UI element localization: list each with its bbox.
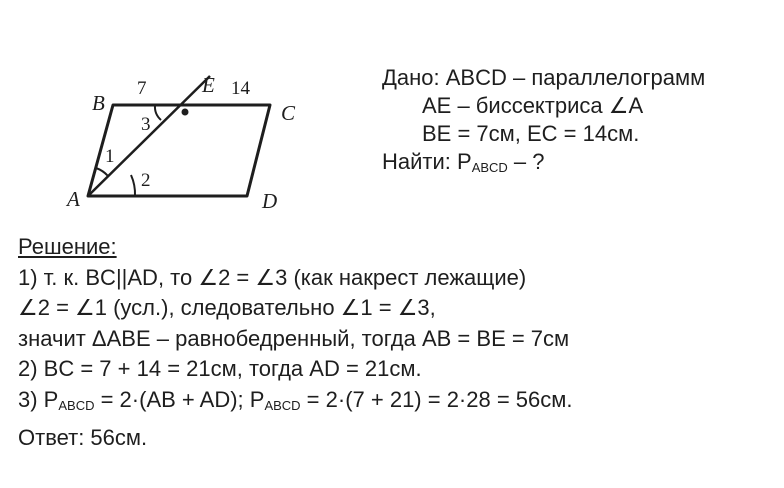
find-prefix: Найти: P (382, 149, 472, 174)
angle-label-1: 1 (105, 146, 115, 167)
step3-part-3: = 2·(7 + 21) = 2·28 = 56см. (300, 386, 573, 412)
angle-arc-inner (96, 168, 108, 176)
step3-part-1: 3) P (18, 386, 59, 412)
point-marker (182, 109, 189, 116)
answer-line: Ответ: 56см. (18, 425, 148, 450)
angle-label-3: 3 (141, 114, 151, 135)
parallelogram-shape (88, 105, 270, 196)
parallelogram-diagram (55, 62, 325, 227)
find-suffix: – ? (507, 149, 545, 174)
solution-step-1b: ∠2 = ∠1 (усл.), следовательно ∠1 = ∠3, (18, 295, 436, 320)
given-block (382, 64, 705, 176)
given-line-2: AE – биссектриса ∠A (422, 93, 644, 118)
segment-be-length: 7 (137, 78, 147, 99)
angle-arc-outer (131, 175, 135, 196)
solution-step-2: 2) BC = 7 + 14 = 21см, тогда AD = 21см. (18, 356, 422, 381)
segment-ec-length: 14 (231, 78, 250, 99)
solution-block (18, 232, 573, 454)
vertex-label-b: B (92, 91, 105, 115)
step3-subscript-1: ABCD (58, 397, 95, 413)
parallelogram-figure (55, 62, 325, 227)
given-line-1: Дано: ABCD – параллелограмм (382, 65, 706, 90)
solution-step-3 (18, 385, 573, 416)
find-subscript: ABCD (471, 160, 508, 175)
find-line (382, 148, 705, 176)
vertex-label-d: D (262, 189, 278, 213)
solution-step-1c: значит ΔABE – равнобедренный, тогда AB = BE = 7см (18, 325, 570, 351)
angle-arc-e (155, 105, 161, 120)
step3-part-2: = 2·(AB + AD); P (94, 386, 265, 412)
solution-heading: Решение: (18, 234, 117, 259)
step3-subscript-2: ABCD (264, 397, 301, 413)
solution-step-1a: 1) т. к. BC||AD, то ∠2 = ∠3 (как накрест лежащие) (18, 264, 527, 290)
vertex-label-a: A (67, 187, 80, 211)
angle-label-2: 2 (141, 170, 151, 191)
given-line-3: BE = 7см, EC = 14см. (422, 121, 640, 146)
vertex-label-c: C (281, 101, 296, 125)
vertex-label-e: E (202, 73, 215, 97)
